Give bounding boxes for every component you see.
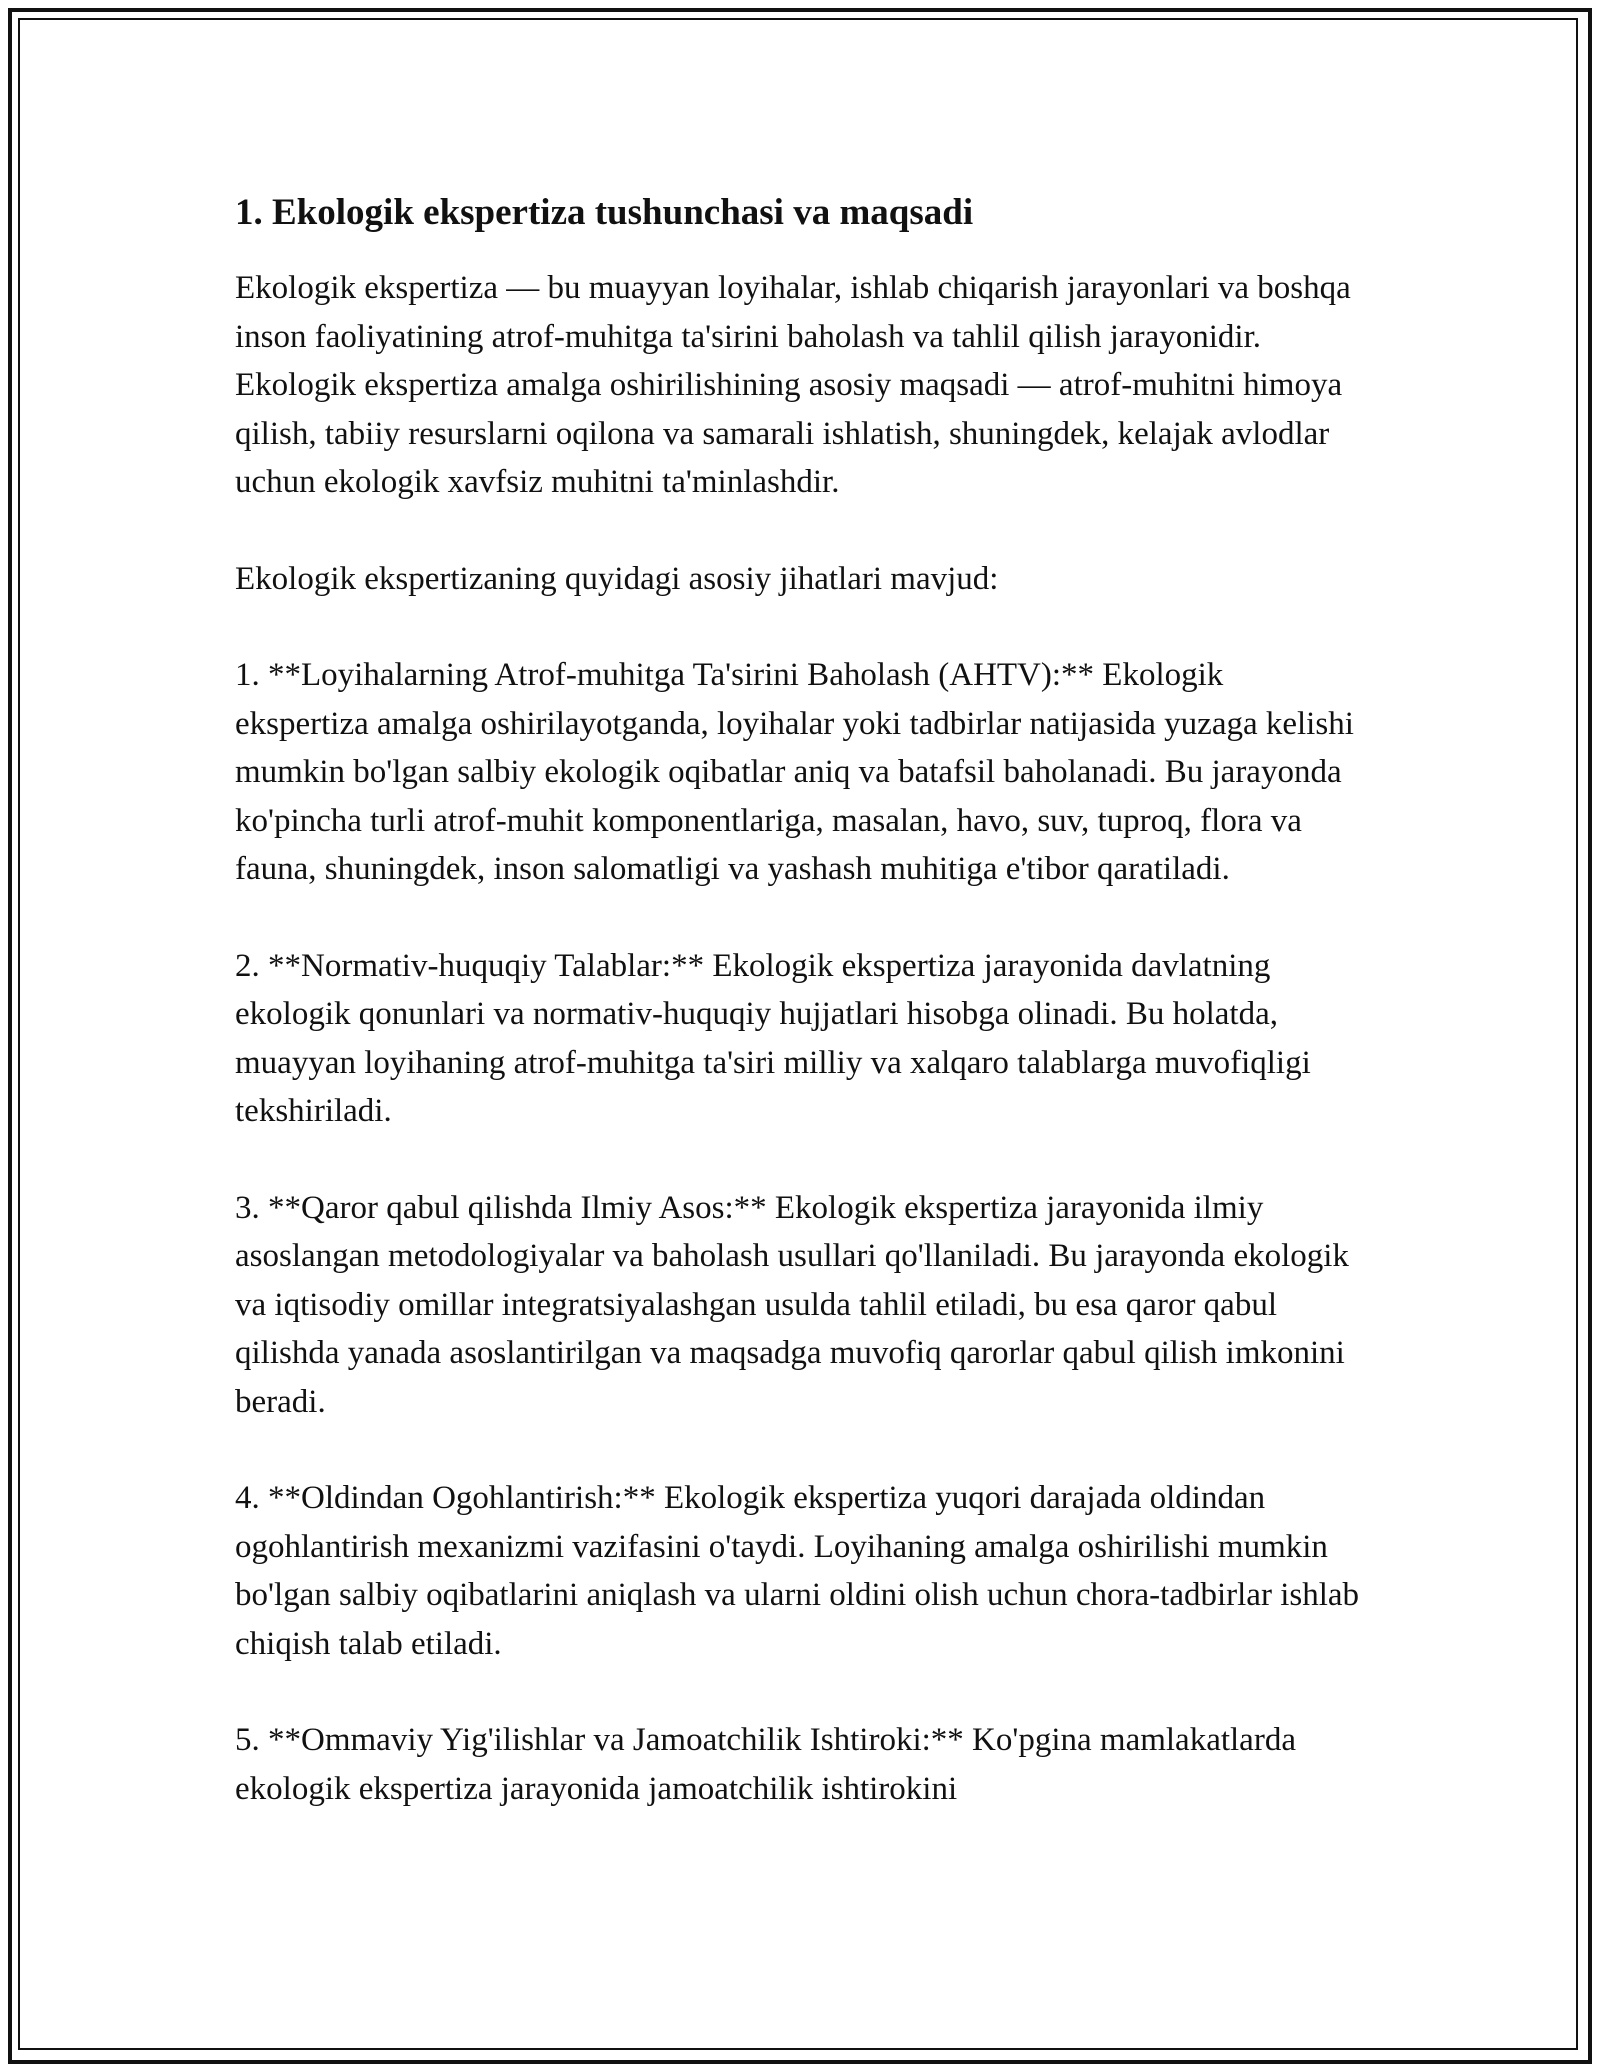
- section-heading: 1. Ekologik ekspertiza tushunchasi va maqsadi: [235, 192, 974, 233]
- paragraph-item-3: 3. **Qaror qabul qilishda Ilmiy Asos:** Ekologik ekspertiza jarayonida ilmiy asoslangan metodologiyalar va baholash usullari qo'llaniladi. Bu jarayonda ekologik va iqtisodiy omillar integratsiyalashgan usulda tahlil etiladi, bu esa qaror qabul qilishda yanada asoslantirilgan va maqsadga muvofiq qarorlar qabul qilish imkonini beradi.: [235, 1189, 1349, 1420]
- paragraph-item-4: 4. **Oldindan Ogohlantirish:** Ekologik ekspertiza yuqori darajada oldindan ogohlantirish mexanizmi vazifasini o'taydi. Loyihaning amalga oshirilishi mumkin bo'lgan salbiy oqibatlarini aniqlash va ularni oldini olish uchun chora-tadbirlar ishlab chiqish talab etiladi.: [235, 1480, 1360, 1662]
- paragraph-item-5: 5. **Ommaviy Yig'ilishlar va Jamoatchilik Ishtiroki:** Ko'pgina mamlakatlarda ekologik ekspertiza jarayonida jamoatchilik ishtirokini: [235, 1722, 1296, 1807]
- paragraph-aspects-intro: Ekologik ekspertizaning quyidagi asosiy jihatlari mavjud:: [235, 560, 999, 597]
- paragraph-item-1: 1. **Loyihalarning Atrof-muhitga Ta'sirini Baholash (AHTV):** Ekologik ekspertiza amalga oshirilayotganda, loyihalar yoki tadbirlar natijasida yuzaga kelishi mumkin bo'lgan salbiy ekologik oqibatlar aniq va batafsil baholanadi. Bu jarayonda ko'pincha turli atrof-muhit komponentlariga, masalan, havo, suv, tuproq, flora va fauna, shuningdek, inson salomatligi va yashash muhitiga e'tibor qaratiladi.: [235, 657, 1354, 887]
- paragraph-item-2: 2. **Normativ-huquqiy Talablar:** Ekologik ekspertiza jarayonida davlatning ekologik qonunlari va normativ-huquqiy hujjatlari hisobga olinadi. Bu holatda, muayyan loyihaning atrof-muhitga ta'siri milliy va xalqaro talablarga muvofiqligi tekshiriladi.: [235, 947, 1311, 1129]
- document-body: [235, 188, 1365, 1861]
- paragraph-intro: Ekologik ekspertiza — bu muayyan loyihalar, ishlab chiqarish jarayonlari va boshqa inson faoliyatining atrof-muhitga ta'sirini baholash va tahlil qilish jarayonidir. Ekologik ekspertiza amalga oshirilishining asosiy maqsadi — atrof-muhitni himoya qilish, tabiiy resurslarni oqilona va samarali ishlatish, shuningdek, kelajak avlodlar uchun ekologik xavfsiz muhitni ta'minlashdir.: [235, 270, 1351, 500]
